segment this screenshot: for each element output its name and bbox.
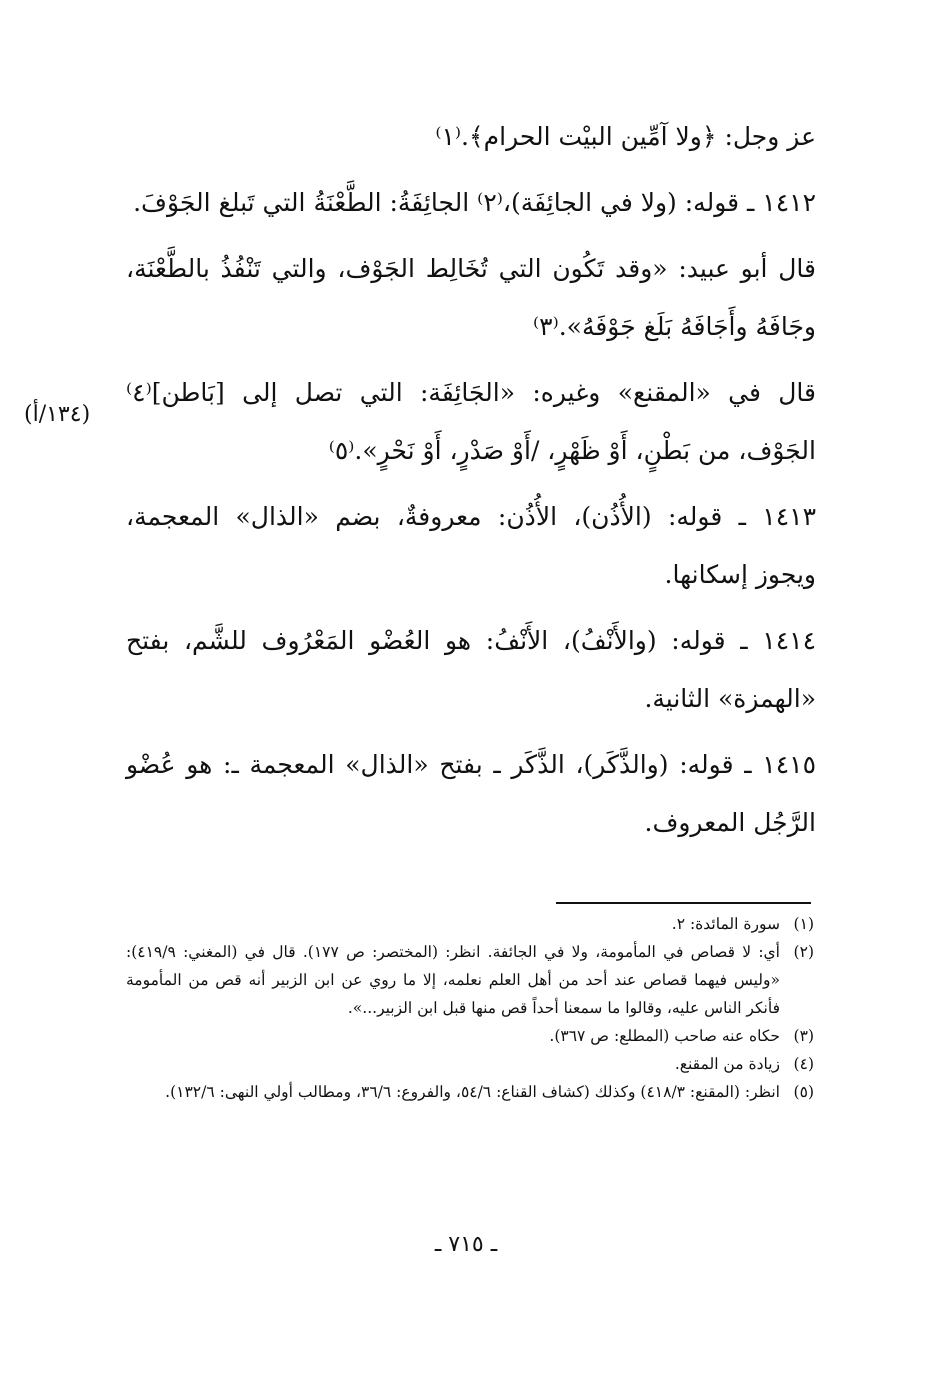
text-paragraph: قال أبو عبيد: «وقد تَكُون التي تُخَالِط الجَوْف، والتي تَنْفُذُ بالطَّعْنَة، وجَافَهُ وأَجَافَهُ بَلَغ جَوْفَهُ».⁽٣⁾ (126, 254, 816, 341)
footnotes (126, 910, 814, 1106)
footnote-number: (٢) (793, 943, 814, 961)
entry-1412: ١٤١٢ ـ قوله: (ولا في الجائِفَة)،⁽٢⁾ الجائِفَةُ: الطَّعْنَةُ التي تَبلغ الجَوْفَ. (133, 188, 816, 217)
text-paragraph: قال في «المقنع» وغيره: «الجَائِفَة: التي تصل إلى [بَاطن]⁽٤⁾ الجَوْف، من بَطْنٍ، أَوْ ظَهْرٍ، /أَوْ صَدْرٍ، أَوْ نَحْرٍ».⁽٥⁾ (126, 378, 816, 465)
footnote (126, 1078, 814, 1106)
footnote (126, 1050, 814, 1078)
entry-1414: ١٤١٤ ـ قوله: (والأَنْفُ)، الأَنْفُ: هو العُضْو المَعْرُوف للشَّم، بفتح «الهمزة» الثانية. (126, 626, 816, 713)
entry-1415: ١٤١٥ ـ قوله: (والذَّكَر)، الذَّكَر ـ بفتح «الذال» المعجمة ـ: هو عُضْو الرَّجُل المعروف. (126, 750, 816, 837)
footnote (126, 1022, 814, 1050)
manuscript-folio-note: (١٣٤/أ) (24, 402, 91, 427)
entry-1413: ١٤١٣ ـ قوله: (الأُذُن)، الأُذُن: معروفةٌ، بضم «الذال» المعجمة، ويجوز إسكانها. (126, 502, 816, 589)
footnote-text: أي: لا قصاص في المأمومة، ولا في الجائفة. انظر: (المختصر: ص ١٧٧). قال في (المغني: ٤١٩/٩): «وليس فيهما قصاص عند أحد من أهل العلم نعلمه، إلا ما روي عن ابن الزبير أنه قص من المأمومة فأنكر الناس عليه، وقالوا ما سمعنا أحداً قص منها قبل ابن الزبير...». (126, 943, 780, 1017)
footnote-number: (٥) (793, 1083, 814, 1101)
main-text (126, 108, 816, 860)
footnote-number: (١) (793, 915, 814, 933)
footnote-separator (556, 902, 811, 904)
footnote-text: زيادة من المقنع. (674, 1055, 780, 1073)
page-number: ـ ٧١٥ ـ (434, 1232, 498, 1257)
footnote (126, 938, 814, 1022)
footnote-number: (٤) (793, 1055, 814, 1073)
text-paragraph: عز وجل: ﴿ولا آمِّين البيْت الحرام﴾.⁽١⁾ (435, 122, 816, 151)
footnote (126, 910, 814, 938)
footnote-text: حكاه عنه صاحب (المطلع: ص ٣٦٧). (549, 1027, 780, 1045)
footnote-text: سورة المائدة: ٢. (671, 915, 780, 933)
footnote-text: انظر: (المقنع: ٤١٨/٣) وكذلك (كشاف القناع: ٥٤/٦، والفروع: ٣٦/٦، ومطالب أولي النهى: ١٣٢/٦). (165, 1083, 780, 1101)
footnote-number: (٣) (793, 1027, 814, 1045)
